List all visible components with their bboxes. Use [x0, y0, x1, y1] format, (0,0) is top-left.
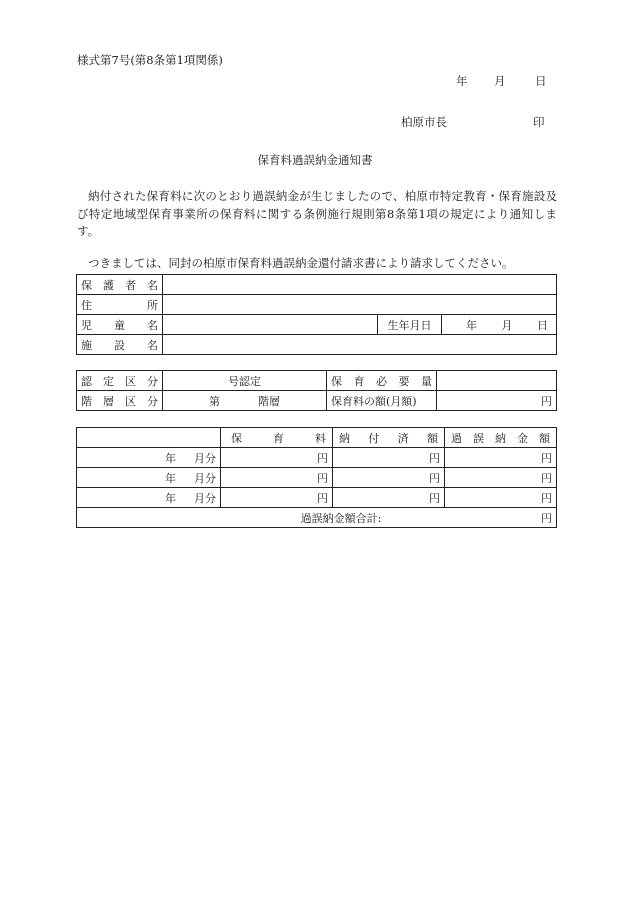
period-cell[interactable]: 年 月分 [77, 448, 221, 468]
header-paid: 納 付 済 額 [333, 428, 445, 448]
total-cell[interactable] [77, 508, 557, 528]
issue-date [456, 73, 547, 89]
birthdate-value[interactable] [442, 315, 557, 335]
table-row [77, 468, 557, 488]
request-paragraph: つきましては、同封の柏原市保育料過誤納金還付請求書により請求してください。 [88, 256, 514, 270]
need-label: 保 育 必 要 量 [327, 371, 437, 391]
form-number: 様式第7号(第8条第1項関係) [77, 53, 223, 67]
fee-cell[interactable]: 円 [221, 468, 333, 488]
facility-value[interactable] [163, 335, 557, 355]
address-value[interactable] [163, 295, 557, 315]
facility-label: 施 設 名 [77, 335, 163, 355]
table-row [77, 488, 557, 508]
header-blank [77, 428, 221, 448]
cert-value[interactable]: 号認定 [163, 371, 327, 391]
header-overpaid: 過 誤 納 金 額 [445, 428, 557, 448]
paid-cell[interactable]: 円 [333, 448, 445, 468]
birth-day: 日 [537, 318, 548, 332]
child-value[interactable] [163, 315, 378, 335]
guardian-row [77, 275, 557, 295]
fee-value[interactable]: 円 [437, 391, 557, 411]
table-row [77, 448, 557, 468]
fee-cell[interactable]: 円 [221, 488, 333, 508]
tier-label: 階 層 区 分 [77, 391, 163, 411]
recipient-info-table [76, 274, 557, 355]
guardian-label: 保 護 者 名 [77, 275, 163, 295]
fee-label: 保育料の額(月額) [327, 391, 437, 411]
certification-row [77, 371, 557, 391]
seal-mark: 印 [533, 115, 545, 129]
date-year: 年 [456, 74, 468, 88]
paid-cell[interactable]: 円 [333, 488, 445, 508]
birth-month: 月 [501, 318, 513, 332]
overpayment-header-row [77, 428, 557, 448]
total-label: 過誤納金額合計: [300, 511, 382, 525]
date-month: 月 [494, 74, 506, 88]
address-label: 住 所 [77, 295, 163, 315]
facility-row [77, 335, 557, 355]
issuer: 柏原市長 [401, 115, 447, 129]
address-row [77, 295, 557, 315]
need-value[interactable] [437, 371, 557, 391]
certification-table [76, 370, 557, 411]
overpayment-table [76, 427, 557, 528]
child-label: 児 童 名 [77, 315, 163, 335]
overpaid-cell[interactable]: 円 [445, 488, 557, 508]
tier-value[interactable]: 第 階層 [163, 391, 327, 411]
date-day: 日 [535, 74, 547, 88]
cert-label: 認 定 区 分 [77, 371, 163, 391]
tier-row [77, 391, 557, 411]
birthdate-label: 生年月日 [378, 315, 442, 335]
overpaid-cell[interactable]: 円 [445, 448, 557, 468]
total-row [77, 508, 557, 528]
child-row [77, 315, 557, 335]
notice-paragraph: 納付された保育料に次のとおり過誤納金が生じましたので、柏原市特定教育・保育施設及び特定地域型保育事業所の保育料に関する条例施行規則第8条第1項の規定により通知します。 [77, 189, 557, 238]
header-fee: 保 育 料 [221, 428, 333, 448]
document-title: 保育料過誤納金通知書 [257, 153, 373, 167]
overpaid-cell[interactable]: 円 [445, 468, 557, 488]
paid-cell[interactable]: 円 [333, 468, 445, 488]
total-yen: 円 [541, 511, 552, 525]
guardian-value[interactable] [163, 275, 557, 295]
period-cell[interactable]: 年 月分 [77, 488, 221, 508]
period-cell[interactable]: 年 月分 [77, 468, 221, 488]
fee-cell[interactable]: 円 [221, 448, 333, 468]
birth-year: 年 [466, 318, 477, 332]
